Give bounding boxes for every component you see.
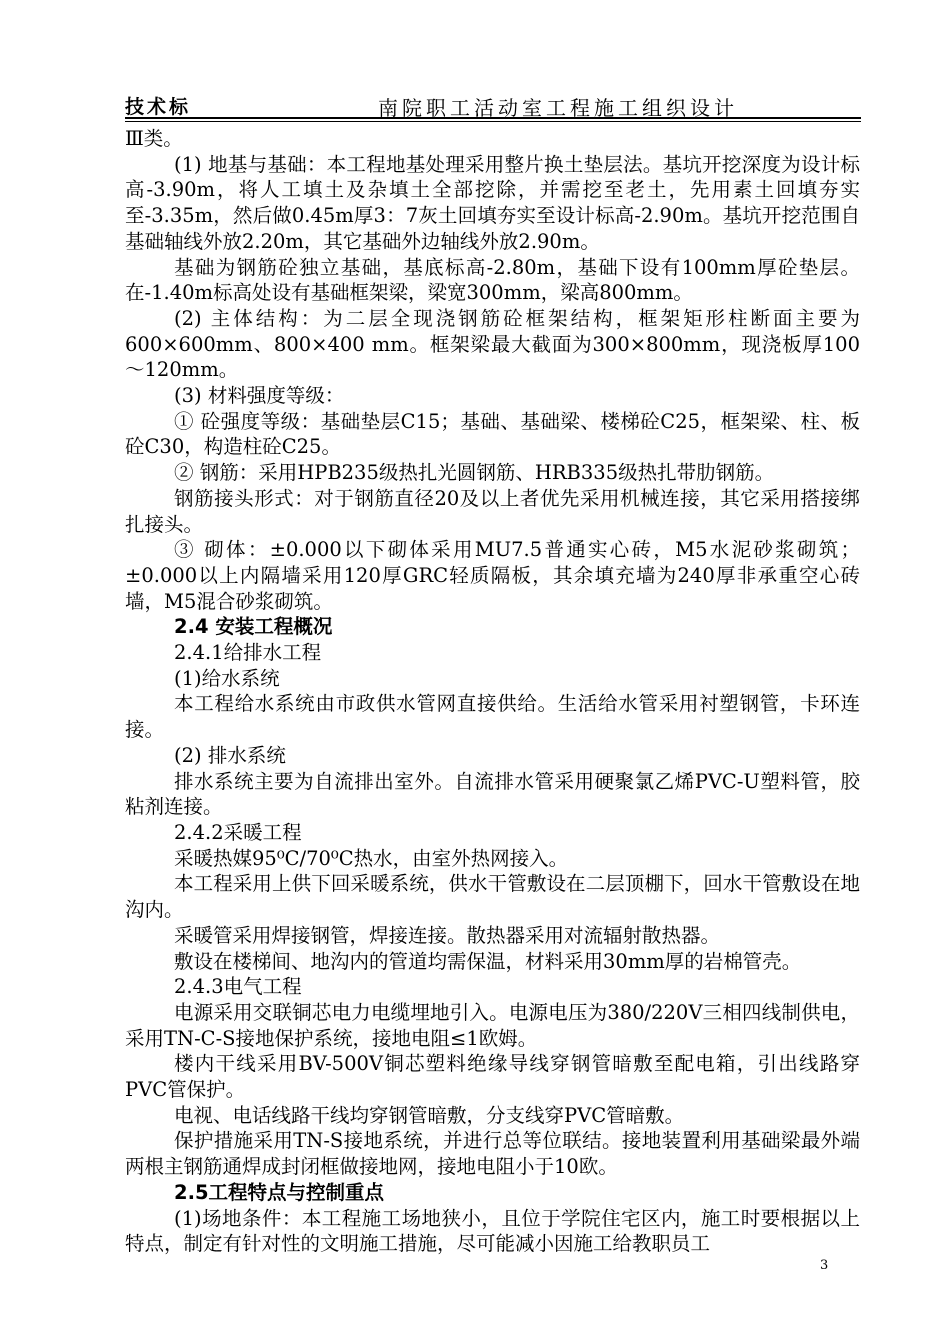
body-paragraph: 电源采用交联铜芯电力电缆埋地引入。电源电压为380/220V三相四线制供电，采用TN-C-S接地保护系统，接地电阻≤1欧姆。 <box>125 1000 860 1050</box>
body-paragraph: (2) 排水系统 <box>174 743 286 767</box>
body-paragraph: 采暖热媒95⁰C/70⁰C热水，由室外热网接入。 <box>174 846 569 870</box>
section-heading: 2.5工程特点与控制重点 <box>174 1180 385 1204</box>
body-paragraph: 采暖管采用焊接钢管，焊接连接。散热器采用对流辐射散热器。 <box>174 923 721 947</box>
document-body <box>125 126 860 1257</box>
body-paragraph: 楼内干线采用BV-500V铜芯塑料绝缘导线穿钢管暗敷至配电箱，引出线路穿PVC管保护。 <box>125 1052 860 1102</box>
body-paragraph: 本工程给水系统由市政供水管网直接供给。生活给水管采用衬塑钢管，卡环连接。 <box>125 692 860 742</box>
body-paragraph: Ⅲ类。 <box>125 127 183 150</box>
body-paragraph: 排水系统主要为自流排出室外。自流排水管采用硬聚氯乙烯PVC-U塑料管，胶粘剂连接。 <box>125 769 860 819</box>
body-paragraph: 敷设在楼梯间、地沟内的管道均需保温，材料采用30mm厚的岩棉管壳。 <box>174 949 802 973</box>
body-paragraph: 2.4.2采暖工程 <box>174 820 302 844</box>
header-document-title: 南院职工活动室工程施工组织设计 <box>378 96 738 120</box>
body-paragraph: (2) 主体结构：为二层全现浇钢筋砼框架结构，框架矩形柱断面主要为600×600mm、800×400 mm。框架梁最大截面为300×800mm，现浇板厚100～120mm。 <box>125 306 860 382</box>
header-left-label: 技术标 <box>125 96 192 118</box>
body-paragraph: 电视、电话线路干线均穿钢管暗敷，分支线穿PVC管暗敷。 <box>174 1103 685 1127</box>
body-paragraph: 本工程采用上供下回采暖系统，供水干管敷设在二层顶棚下，回水干管敷设在地沟内。 <box>125 872 860 922</box>
body-paragraph: (1)场地条件：本工程施工场地狭小，且位于学院住宅区内，施工时要根据以上特点，制定有针对性的文明施工措施，尽可能减小因施工给教职员工 <box>125 1206 860 1256</box>
body-paragraph: ③ 砌体：±0.000以下砌体采用MU7.5普通实心砖，M5水泥砂浆砌筑；±0.000以上内隔墙采用120厚GRC轻质隔板，其余填充墙为240厚非承重空心砖墙，M5混合砂浆砌筑。 <box>125 538 860 613</box>
section-heading: 2.4 安装工程概况 <box>174 615 333 639</box>
body-paragraph: 2.4.3电气工程 <box>174 975 302 999</box>
body-paragraph: 基础为钢筋砼独立基础，基底标高-2.80m，基础下设有100mm厚砼垫层。在-1.40m标高处设有基础框架梁，梁宽300mm，梁高800mm。 <box>125 255 860 305</box>
body-paragraph: ① 砼强度等级：基础垫层C15；基础、基础梁、楼梯砼C25，框架梁、柱、板砼C30，构造柱砼C25。 <box>125 409 860 459</box>
body-paragraph: (1) 地基与基础：本工程地基处理采用整片换土垫层法。基坑开挖深度为设计标高-3.90m，将人工填土及杂填土全部挖除，并需挖至老土，先用素土回填夯实至-3.35m，然后做0.45m厚3：7灰土回填夯实至设计标高-2.90m。基坑开挖范围自基础轴线外放2.20m，其它基础外边轴线外放2.90m。 <box>125 152 860 253</box>
page-header <box>125 88 861 122</box>
body-paragraph: 保护措施采用TN-S接地系统，并进行总等位联结。接地装置利用基础梁最外端两根主钢筋通焊成封闭框做接地网，接地电阻小于10欧。 <box>125 1129 860 1179</box>
page-number: 3 <box>820 1258 829 1273</box>
body-paragraph: (3) 材料强度等级： <box>174 384 345 408</box>
body-paragraph: 钢筋接头形式：对于钢筋直径20及以上者优先采用机械连接，其它采用搭接绑扎接头。 <box>125 486 860 536</box>
header-rule-thin <box>125 121 861 122</box>
body-paragraph: 2.4.1给排水工程 <box>174 641 322 665</box>
header-rule-thick <box>125 117 861 119</box>
body-paragraph: ② 钢筋：采用HPB235级热扎光圆钢筋、HRB335级热扎带肋钢筋。 <box>174 461 775 485</box>
body-paragraph: (1)给水系统 <box>174 666 280 690</box>
